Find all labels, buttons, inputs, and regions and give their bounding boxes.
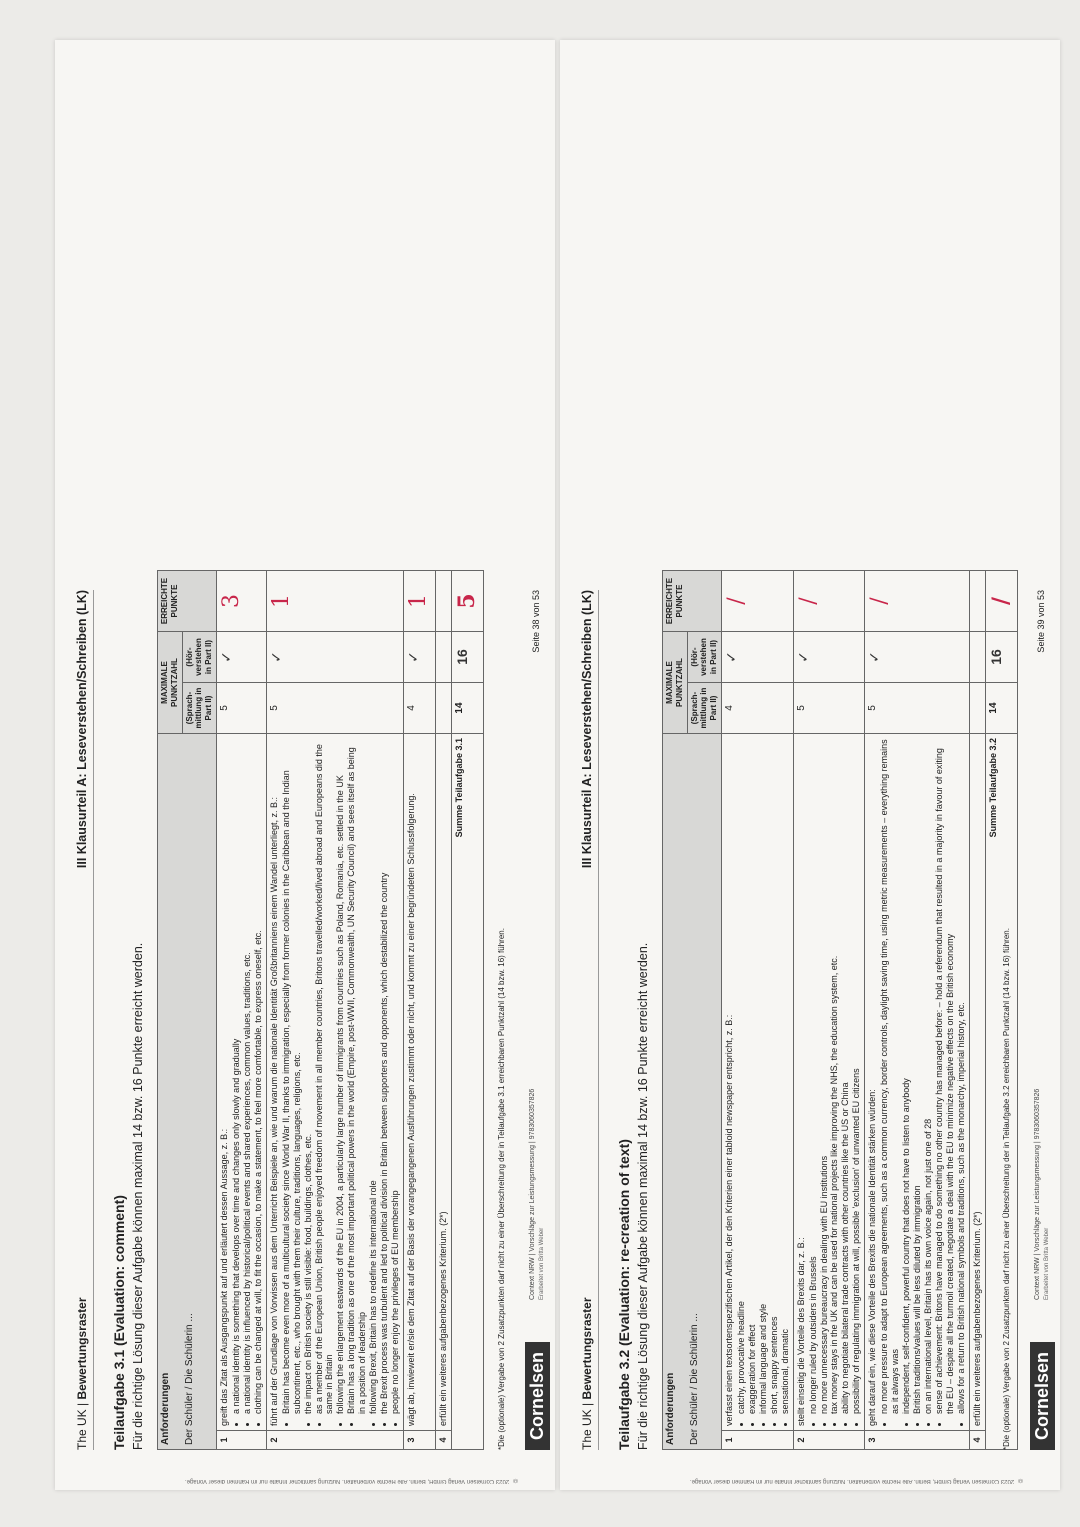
criteria-bullet: • ability to negotiate bilateral trade contracts with other countries like the US or China bbox=[840, 738, 851, 1414]
criteria-text-cell bbox=[404, 734, 436, 1431]
sum-earned-handwritten: 5 bbox=[452, 571, 484, 632]
col-hoerverstehen: (Hör-verstehen in Part II) bbox=[182, 632, 216, 683]
publisher-logo: Cornelsen bbox=[1030, 1342, 1055, 1450]
criteria-number: 2 bbox=[266, 1431, 404, 1450]
max-points-value bbox=[970, 683, 986, 734]
series-info: Context NRW | Vorschläge zur Leistungsmessung | 9783060357826 bbox=[1034, 1088, 1041, 1300]
criteria-bullet: • clothing can be changed at will, to fit the occasion, to make a statement, to feel more comfortable, to express oneself, etc. bbox=[253, 738, 264, 1414]
earned-points-handwritten: / bbox=[793, 571, 865, 632]
criteria-bullet: • independent, self-confident, powerful country that does not have to listen to anybody bbox=[901, 738, 912, 1414]
max-points-value: 4 bbox=[721, 683, 793, 734]
criteria-text: erfüllt ein weiteres aufgabenbezogenes Kriterium. (2*) bbox=[438, 1211, 449, 1426]
criteria-text-cell bbox=[436, 734, 452, 1431]
table-body bbox=[721, 571, 1017, 1450]
series-info: Context NRW | Vorschläge zur Leistungsmessung | 9783060357826 bbox=[529, 1088, 536, 1300]
criteria-text-cell bbox=[216, 734, 266, 1431]
criteria-text-cell bbox=[793, 734, 865, 1431]
page-header bbox=[574, 70, 600, 1450]
criteria-bullets bbox=[281, 738, 402, 1426]
page-content bbox=[570, 70, 1052, 1484]
criteria-bullet: • a national identity is influenced by historical/political events and shared experiences, common values, traditions, etc. bbox=[242, 738, 253, 1414]
criteria-bullet: • as a member of the European Union, British people enjoyed freedom of movement in all member countries, Britons travelled/worked/lived abroad and Europeans did the same in Britain bbox=[314, 738, 336, 1414]
criteria-text: greift das Zitat als Ausgangspunkt auf und erläutert dessen Aussage, z. B.: bbox=[218, 1128, 229, 1426]
criteria-text: erfüllt ein weiteres aufgabenbezogenes Kriterium. (2*) bbox=[972, 1211, 983, 1426]
criteria-bullet: • Britain has a long tradition as one of the most important political powers in the world (Empire, post-WWII, Commonwealth, UN Security Council) and sees itself as being in a position of leadership bbox=[346, 738, 368, 1414]
page-number: Seite 39 von 53 bbox=[1036, 590, 1046, 653]
criteria-bullet: • short, snappy sentences bbox=[769, 738, 780, 1414]
col-sprachmittlung: (Sprach-mittlung in Part II) bbox=[687, 683, 721, 734]
max-points-value: 4 bbox=[404, 683, 436, 734]
copyright-note: © 2023 Cornelsen Verlag GmbH, Berlin. Alle Rechte vorbehalten. Nutzung sämtlicher Inhalte nur im Rahmen dieser Vorlage. bbox=[185, 1478, 517, 1484]
criteria-bullet: • catchy, provocative headline bbox=[736, 738, 747, 1414]
criteria-number: 3 bbox=[865, 1431, 970, 1450]
criteria-row bbox=[793, 571, 865, 1450]
criteria-text-cell bbox=[970, 734, 986, 1431]
student-heading: Der Schüler / Die Schülerin ... bbox=[689, 1313, 701, 1445]
copyright-note: © 2023 Cornelsen Verlag GmbH, Berlin. Alle Rechte vorbehalten. Nutzung sämtlicher Inhalte nur im Rahmen dieser Vorlage. bbox=[690, 1478, 1022, 1484]
criteria-row bbox=[865, 571, 970, 1450]
earned-points-handwritten: 1 bbox=[266, 571, 404, 632]
evaluation-table bbox=[662, 570, 1018, 1450]
page-footer bbox=[1030, 70, 1056, 1450]
col-requirements bbox=[663, 734, 722, 1450]
earned-points-handwritten: 3 bbox=[216, 571, 266, 632]
criteria-number: 3 bbox=[404, 1431, 436, 1450]
criteria-bullet: • a national identity is something that develops over time and changes only slowly and gradually bbox=[231, 738, 242, 1414]
criteria-number: 4 bbox=[436, 1431, 452, 1450]
publisher-logo: Cornelsen bbox=[525, 1342, 550, 1450]
requirements-heading: Anforderungen bbox=[665, 1372, 676, 1445]
col-max-points: MAXIMALE PUNKTZAHL bbox=[663, 632, 688, 734]
header-section: III Klausurteil A: Leseverstehen/Schreiben (LK) bbox=[580, 590, 594, 869]
footnote: *Die (optionale) Vergabe von 2 Zusatzpunkten darf nicht zu einer Überschreitung der in Teilaufgabe 3.2 erreichbaren Punktzahl (14 bzw. 16) führen. bbox=[1002, 928, 1011, 1450]
sum-max-points: 14 bbox=[452, 683, 484, 734]
checkmark-icon: ✓ bbox=[721, 632, 793, 683]
task-title: Teilaufgabe 3.1 (Evaluation: comment) bbox=[111, 1195, 127, 1450]
criteria-bullets bbox=[231, 738, 264, 1426]
header-section: III Klausurteil A: Leseverstehen/Schreiben (LK) bbox=[75, 590, 89, 869]
max-points-value: 5 bbox=[266, 683, 404, 734]
checkmark-icon: ✓ bbox=[266, 632, 404, 683]
page-header bbox=[69, 70, 95, 1450]
worksheet-page-2 bbox=[560, 40, 1060, 1490]
criteria-text: stellt einseitig die Vorteile des Brexits dar, z. B.: bbox=[795, 1237, 806, 1426]
page-number: Seite 38 von 53 bbox=[531, 590, 541, 653]
checkmark-icon bbox=[436, 632, 452, 683]
criteria-text-cell bbox=[266, 734, 404, 1431]
criteria-row bbox=[216, 571, 266, 1450]
criteria-bullet: • Britain has become even more of a multicultural society since World War II, thanks to immigration, especially from former colonies in the Caribbean and the Indian subcontinent, etc., who brought with them their culture, traditions, languages, religions, etc. bbox=[281, 738, 303, 1414]
criteria-bullet: • British traditions/values will be less diluted by immigration bbox=[912, 738, 923, 1414]
criteria-bullet: • following Brexit, Britain has to redefine its international role bbox=[368, 738, 379, 1414]
task-title: Teilaufgabe 3.2 (Evaluation: re-creation of text) bbox=[616, 1139, 632, 1450]
criteria-bullet: • no longer ruled by outsiders in Brussels bbox=[808, 738, 819, 1414]
col-earned-points: ERREICHTE PUNKTE bbox=[158, 571, 217, 632]
criteria-text: wägt ab, inwieweit er/sie dem Zitat auf der Basis der vorangegangenen Ausführungen zustimmt oder nicht, und kommt zu einer begründeten Schlussfolgerung. bbox=[406, 793, 417, 1426]
col-hoerverstehen: (Hör-verstehen in Part II) bbox=[687, 632, 721, 683]
criteria-bullet: • on an international level, Britain has its own voice again, not just one of 28 bbox=[923, 738, 934, 1414]
criteria-bullet: • sense of achievement: Britons have managed to do something no other country has managed before: – hold a referendum that resulted in a majority in favour of exiting the EU – despite all the turmoil created, negotiate a deal with the EU to minimize negative effects on the British economy bbox=[934, 738, 956, 1414]
criteria-bullet: • informal language and style bbox=[758, 738, 769, 1414]
worksheet-page-1 bbox=[55, 40, 555, 1490]
sum-row bbox=[452, 571, 484, 1450]
evaluation-table bbox=[157, 570, 484, 1450]
header-doc-title: Bewertungsraster bbox=[580, 1297, 594, 1400]
unit-name: The UK bbox=[75, 1409, 89, 1450]
earned-points-handwritten bbox=[436, 571, 452, 632]
checkmark-icon: ✓ bbox=[216, 632, 266, 683]
page-footer bbox=[525, 70, 551, 1450]
sum-label: Summe Teilaufgabe 3.1 bbox=[452, 734, 484, 1450]
sum-alt-points: 16 bbox=[452, 632, 484, 683]
criteria-bullet: • following the enlargement eastwards of the EU in 2004, a particularly large number of immigrants from countries such as Poland, Romania, etc. settled in the UK bbox=[335, 738, 346, 1414]
earned-points-handwritten: 1 bbox=[404, 571, 436, 632]
unit-name: The UK bbox=[580, 1409, 594, 1450]
author-info: Erarbeitet von Britta Weber bbox=[1044, 1227, 1050, 1300]
criteria-text: geht darauf ein, wie diese Vorteile des Brexits die nationale Identität stärken würden: bbox=[867, 1089, 878, 1426]
criteria-bullets bbox=[808, 738, 863, 1426]
student-heading: Der Schüler / Die Schülerin ... bbox=[184, 1313, 196, 1445]
criteria-row bbox=[721, 571, 793, 1450]
max-points-value: 5 bbox=[793, 683, 865, 734]
criteria-number: 2 bbox=[793, 1431, 865, 1450]
page-content bbox=[65, 70, 547, 1484]
checkmark-icon: ✓ bbox=[404, 632, 436, 683]
earned-points-handwritten: / bbox=[721, 571, 793, 632]
checkmark-icon bbox=[970, 632, 986, 683]
criteria-number: 1 bbox=[216, 1431, 266, 1450]
task-intro: Für die richtige Lösung dieser Aufgabe können maximal 14 bzw. 16 Punkte erreicht werden. bbox=[131, 942, 145, 1450]
criteria-row bbox=[970, 571, 986, 1450]
col-sprachmittlung: (Sprach-mittlung in Part II) bbox=[182, 683, 216, 734]
criteria-bullet: • people no longer enjoy the privileges of EU membership bbox=[390, 738, 401, 1414]
max-points-value bbox=[436, 683, 452, 734]
header-divider bbox=[598, 590, 599, 1450]
header-left: The UK | Bewertungsraster bbox=[580, 1297, 594, 1450]
criteria-bullet: • exaggeration for effect bbox=[747, 738, 758, 1414]
criteria-number: 4 bbox=[970, 1431, 986, 1450]
criteria-text: führt auf der Grundlage von Vorwissen aus dem Unterricht Beispiele an, wie und warum die nationale Identität Großbritanniens einem Wandel unterliegt, z. B.: bbox=[268, 796, 279, 1426]
criteria-bullet: • possibility of regulating immigration at will, possible 'exclusion' of unwanted EU citizens bbox=[851, 738, 862, 1414]
criteria-bullet: • no more unnecessary bureaucracy in dealing with EU institutions bbox=[819, 738, 830, 1414]
table-body bbox=[216, 571, 483, 1450]
criteria-text-cell bbox=[865, 734, 970, 1431]
header-doc-title: Bewertungsraster bbox=[75, 1297, 89, 1400]
col-earned-points: ERREICHTE PUNKTE bbox=[663, 571, 722, 632]
max-points-value: 5 bbox=[865, 683, 970, 734]
sum-alt-points: 16 bbox=[986, 632, 1018, 683]
earned-points-handwritten bbox=[970, 571, 986, 632]
criteria-bullet: • allows for a return to British national symbols and traditions, such as the monarchy, imperial history, etc. bbox=[956, 738, 967, 1414]
criteria-number: 1 bbox=[721, 1431, 793, 1450]
footnote: *Die (optionale) Vergabe von 2 Zusatzpunkten darf nicht zu einer Überschreitung der in Teilaufgabe 3.1 erreichbaren Punktzahl (14 bzw. 16) führen. bbox=[497, 928, 506, 1450]
criteria-bullet: • sensational, dramatic bbox=[780, 738, 791, 1414]
criteria-row bbox=[266, 571, 404, 1450]
criteria-row bbox=[436, 571, 452, 1450]
sum-earned-handwritten: / bbox=[986, 571, 1018, 632]
criteria-bullet: • the Brexit process was turbulent and led to political division in Britain between supporters and opponents, which destabilized the country bbox=[379, 738, 390, 1414]
header-left: The UK | Bewertungsraster bbox=[75, 1297, 89, 1450]
checkmark-icon: ✓ bbox=[793, 632, 865, 683]
author-info: Erarbeitet von Britta Weber bbox=[539, 1227, 545, 1300]
criteria-row bbox=[404, 571, 436, 1450]
requirements-heading: Anforderungen bbox=[160, 1372, 171, 1445]
criteria-bullet: • the impact on British society is still visible: food, buildings, clothes, etc. bbox=[303, 738, 314, 1414]
col-max-points: MAXIMALE PUNKTZAHL bbox=[158, 632, 183, 734]
criteria-text: verfasst einen textsortenspezifischen Artikel, der den Kriterien einer tabloid newspaper entspricht, z. B.: bbox=[723, 1014, 734, 1426]
task-intro: Für die richtige Lösung dieser Aufgabe können maximal 14 bzw. 16 Punkte erreicht werden. bbox=[636, 942, 650, 1450]
criteria-text-cell bbox=[721, 734, 793, 1431]
header-divider bbox=[93, 590, 94, 1450]
sum-max-points: 14 bbox=[986, 683, 1018, 734]
sum-label: Summe Teilaufgabe 3.2 bbox=[986, 734, 1018, 1450]
col-requirements bbox=[158, 734, 217, 1450]
checkmark-icon: ✓ bbox=[865, 632, 970, 683]
criteria-bullets bbox=[879, 738, 967, 1426]
criteria-bullet: • no more pressure to adapt to European agreements, such as a common currency, border controls, daylight saving time, using metric measurements – everything remains as it always was bbox=[879, 738, 901, 1414]
earned-points-handwritten: / bbox=[865, 571, 970, 632]
max-points-value: 5 bbox=[216, 683, 266, 734]
criteria-bullet: • tax money stays in the UK and can be used for national projects like improving the NHS, the education system, etc. bbox=[829, 738, 840, 1414]
criteria-bullets bbox=[736, 738, 791, 1426]
